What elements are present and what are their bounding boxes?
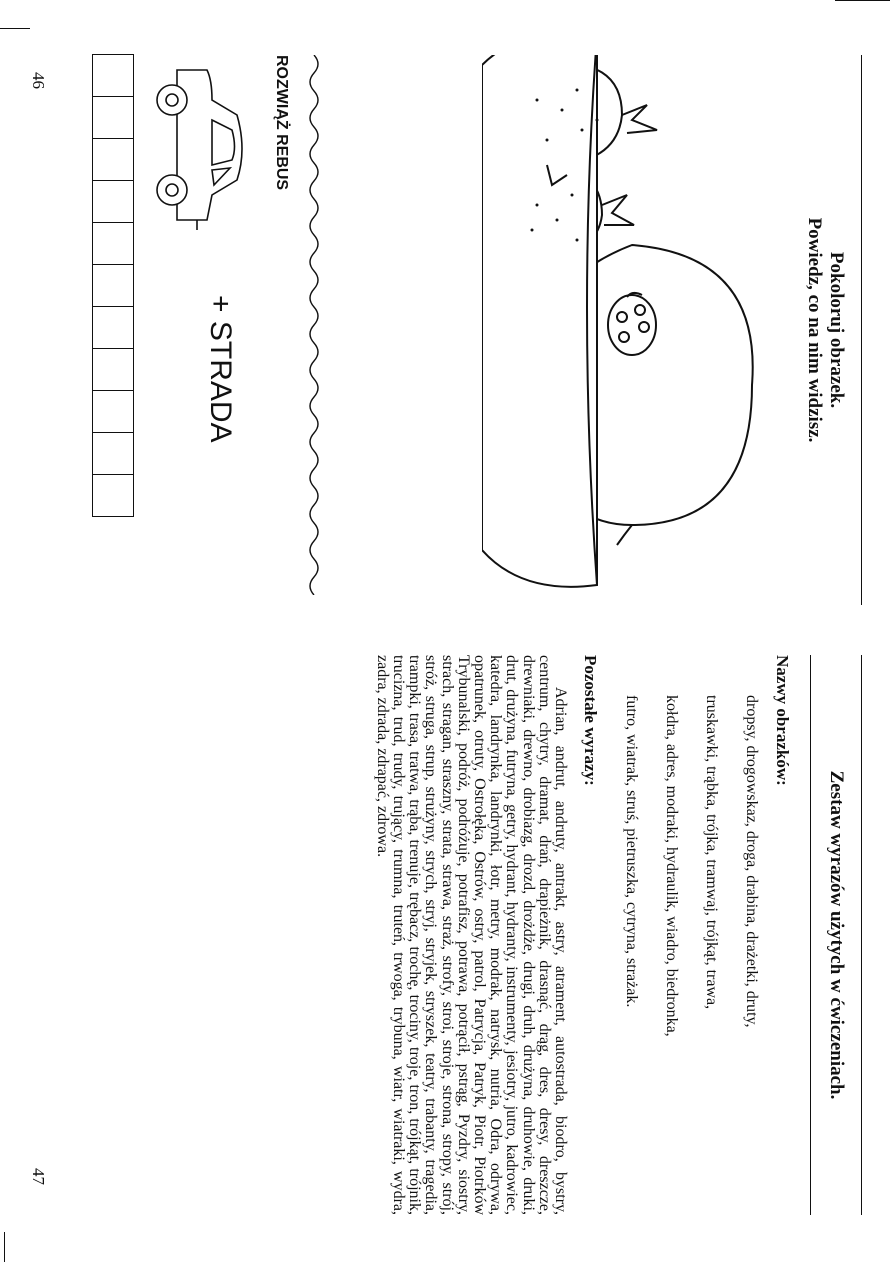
other-words-text: Adrian, andrut, andruty, antrakt, astry, atrament, autostrada, biodro, bystry, centrum, chytry, dramat, drań, drapieżnik, drasnąć, drąg, dres, dresy, dreszcze, drewniaki, drewno, drobiazg, drozd, drożdże, drugi, druh, drużyna, druhowie, druki, drut, drużyna, futryna, getry, hydrant, hydranty, instrumenty, jesiotry, jutro, kadrowiec, katedra, landrynka, landrynki, łotr, metry, modrak, natrysk, nutria, Odra, odrywa, opatrunek, otruty, Ostrołęka, Ostrów, ostry, patrol, Patrycja, Patryk, Piotr, Piotrków Trybunalski, podróż, podróżuje, potrafisz, potrawa, potrącił, pstrąg, Pyzdry, siostry, strach, stragan, straszny, strata, strawa, straż, strofy, stroi, stroje, strona, stropy, strój, stróż, struga, strup, strużyny, strych, stryj, stryjek, stryszek, teatry, trabanty, tragedia, trampki, trasa, tratwa, trąba, trenuje, trębacz, trochę, trociny, troje, tron, trójkąt, trójnik, trucizna, trud, trudy, trujący, trumna, truteń, trwoga, trybuna, wiatr, wiatraki, wydra, zadra, zdrada, zdrapać, zdrowa. [373, 655, 569, 1215]
answer-box[interactable] [92, 264, 134, 307]
names-list [622, 655, 760, 1215]
title-line-1: Pokoloruj obrazek. [826, 251, 847, 409]
answer-box[interactable] [92, 348, 134, 391]
names-heading: Nazwy obrazków: [773, 655, 792, 786]
answer-box[interactable] [92, 54, 134, 97]
title-line-2: Powiedz, co na nim widzisz. [804, 217, 825, 443]
answer-boxes [92, 55, 134, 517]
answer-box[interactable] [92, 474, 134, 517]
scan-edge-mark [0, 28, 30, 29]
top-rule [861, 655, 862, 1215]
left-page [22, 55, 862, 605]
answer-box[interactable] [92, 306, 134, 349]
right-page [22, 655, 862, 1215]
answer-box[interactable] [92, 222, 134, 265]
answer-box[interactable] [92, 180, 134, 223]
names-line: kołdra, adres, modraki, hydraulik, wiadro, biedronka, [663, 695, 680, 1037]
word-list-title: Zestaw wyrazów użytych w ćwiczeniach. [826, 770, 847, 1100]
names-line: dropsy, drogowskaz, droga, drabina, drażetki, druty, [743, 695, 760, 1028]
other-words-heading: Pozostałe wyrazy: [581, 655, 600, 786]
wavy-divider [306, 55, 322, 595]
rebus-suffix: + STRADA [204, 295, 237, 443]
answer-box[interactable] [92, 390, 134, 433]
page-number-right: 47 [29, 1168, 48, 1185]
names-line: truskawki, trąbka, trójka, tramwaj, trójkąt, trawa, [703, 695, 720, 1010]
page-number-left: 46 [29, 72, 48, 89]
answer-box[interactable] [92, 96, 134, 139]
scan-edge-mark [835, 0, 890, 1]
answer-box[interactable] [92, 432, 134, 475]
names-line: futro, wiatrak, struś, pietruszka, cytryna, strażak. [623, 695, 640, 1008]
fruit-bowl-illustration [482, 55, 792, 595]
rebus-title: ROZWIĄŻ REBUS [273, 55, 290, 191]
top-rule [861, 55, 862, 605]
title-rule [810, 655, 811, 1215]
car-icon [142, 60, 252, 230]
scan-edge-mark [4, 1232, 5, 1262]
answer-box[interactable] [92, 138, 134, 181]
